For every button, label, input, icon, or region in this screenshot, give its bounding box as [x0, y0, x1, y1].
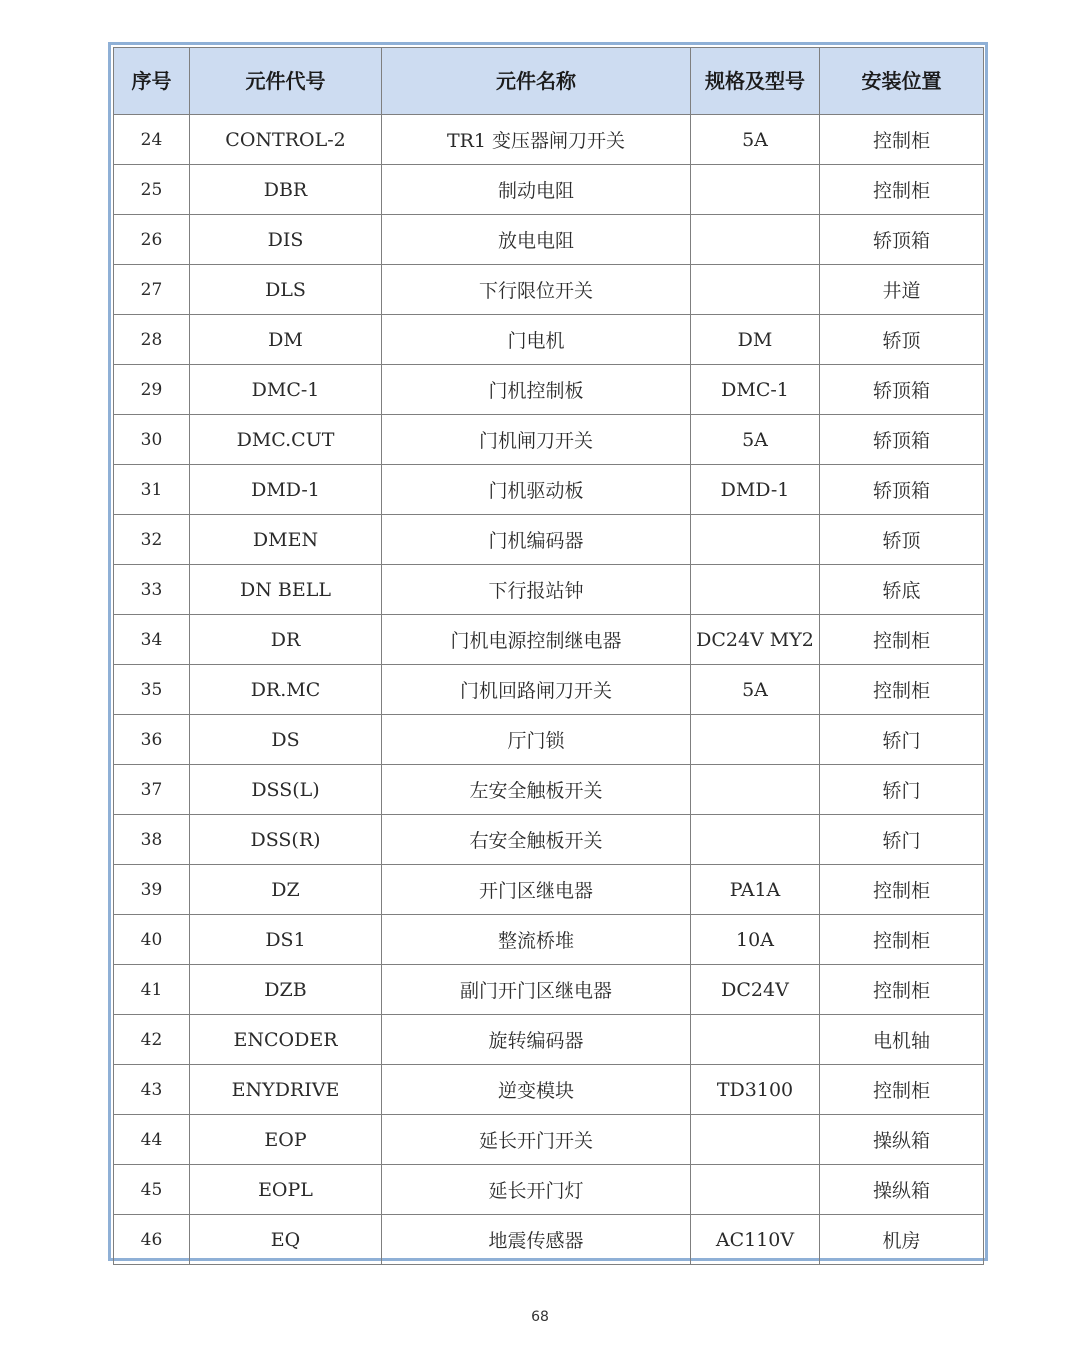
cell-component-code: CONTROL-2 — [190, 115, 382, 165]
cell-component-name: 门机电源控制继电器 — [382, 615, 691, 665]
table-row — [114, 765, 984, 815]
cell-install-location: 轿顶箱 — [820, 365, 984, 415]
cell-index: 45 — [114, 1165, 190, 1215]
cell-component-name: 门机控制板 — [382, 365, 691, 415]
cell-spec-model — [691, 215, 820, 265]
cell-component-code: DMEN — [190, 515, 382, 565]
cell-component-name: TR1 变压器闸刀开关 — [382, 115, 691, 165]
table-row — [114, 365, 984, 415]
header-component-name: 元件名称 — [382, 48, 691, 115]
cell-component-code: DMD-1 — [190, 465, 382, 515]
cell-index: 25 — [114, 165, 190, 215]
cell-spec-model: AC110V — [691, 1215, 820, 1265]
cell-index: 40 — [114, 915, 190, 965]
cell-component-name: 制动电阻 — [382, 165, 691, 215]
cell-spec-model — [691, 1015, 820, 1065]
cell-component-name: 开门区继电器 — [382, 865, 691, 915]
cell-component-code: DSS(L) — [190, 765, 382, 815]
cell-install-location: 操纵箱 — [820, 1115, 984, 1165]
cell-component-name: 厅门锁 — [382, 715, 691, 765]
cell-component-code: DN BELL — [190, 565, 382, 615]
table-row — [114, 415, 984, 465]
cell-index: 36 — [114, 715, 190, 765]
cell-install-location: 轿顶 — [820, 315, 984, 365]
table-row — [114, 265, 984, 315]
cell-component-name: 整流桥堆 — [382, 915, 691, 965]
cell-spec-model: 5A — [691, 415, 820, 465]
cell-install-location: 轿顶箱 — [820, 215, 984, 265]
cell-component-name: 地震传感器 — [382, 1215, 691, 1265]
cell-install-location: 操纵箱 — [820, 1165, 984, 1215]
cell-index: 32 — [114, 515, 190, 565]
cell-component-name: 下行报站钟 — [382, 565, 691, 615]
cell-index: 30 — [114, 415, 190, 465]
cell-index: 41 — [114, 965, 190, 1015]
cell-index: 31 — [114, 465, 190, 515]
cell-spec-model — [691, 815, 820, 865]
table-row — [114, 465, 984, 515]
cell-install-location: 控制柜 — [820, 915, 984, 965]
cell-component-name: 左安全触板开关 — [382, 765, 691, 815]
table-row — [114, 715, 984, 765]
cell-spec-model: 10A — [691, 915, 820, 965]
cell-index: 42 — [114, 1015, 190, 1065]
cell-component-name: 门机编码器 — [382, 515, 691, 565]
cell-component-code: ENCODER — [190, 1015, 382, 1065]
cell-component-code: EQ — [190, 1215, 382, 1265]
table-row — [114, 565, 984, 615]
cell-spec-model: TD3100 — [691, 1065, 820, 1115]
table-row — [114, 165, 984, 215]
cell-component-code: DLS — [190, 265, 382, 315]
cell-component-code: EOP — [190, 1115, 382, 1165]
cell-spec-model — [691, 1165, 820, 1215]
cell-install-location: 机房 — [820, 1215, 984, 1265]
cell-install-location: 控制柜 — [820, 115, 984, 165]
cell-index: 46 — [114, 1215, 190, 1265]
table-row — [114, 965, 984, 1015]
table-row — [114, 315, 984, 365]
cell-index: 33 — [114, 565, 190, 615]
table-header-row — [114, 48, 984, 115]
components-table-frame — [108, 42, 988, 1261]
components-table — [113, 47, 984, 1265]
cell-component-code: DBR — [190, 165, 382, 215]
cell-component-name: 下行限位开关 — [382, 265, 691, 315]
cell-component-code: DR.MC — [190, 665, 382, 715]
cell-spec-model: DMD-1 — [691, 465, 820, 515]
header-spec-model: 规格及型号 — [691, 48, 820, 115]
table-row — [114, 915, 984, 965]
cell-component-name: 延长开门开关 — [382, 1115, 691, 1165]
table-row — [114, 1215, 984, 1265]
table-row — [114, 1165, 984, 1215]
cell-component-code: DS — [190, 715, 382, 765]
cell-component-code: DZB — [190, 965, 382, 1015]
cell-install-location: 控制柜 — [820, 165, 984, 215]
cell-index: 27 — [114, 265, 190, 315]
cell-spec-model — [691, 715, 820, 765]
cell-install-location: 控制柜 — [820, 615, 984, 665]
cell-spec-model: DC24V — [691, 965, 820, 1015]
cell-install-location: 控制柜 — [820, 965, 984, 1015]
table-row — [114, 1065, 984, 1115]
cell-component-code: DS1 — [190, 915, 382, 965]
cell-component-name: 门机闸刀开关 — [382, 415, 691, 465]
table-row — [114, 815, 984, 865]
cell-component-name: 门机驱动板 — [382, 465, 691, 515]
cell-component-code: DMC.CUT — [190, 415, 382, 465]
cell-index: 35 — [114, 665, 190, 715]
table-row — [114, 865, 984, 915]
cell-component-code: EOPL — [190, 1165, 382, 1215]
table-row — [114, 115, 984, 165]
cell-index: 39 — [114, 865, 190, 915]
cell-component-name: 放电电阻 — [382, 215, 691, 265]
cell-spec-model — [691, 765, 820, 815]
cell-index: 34 — [114, 615, 190, 665]
cell-install-location: 轿顶箱 — [820, 415, 984, 465]
cell-install-location: 控制柜 — [820, 865, 984, 915]
cell-install-location: 井道 — [820, 265, 984, 315]
cell-component-code: DM — [190, 315, 382, 365]
table-row — [114, 215, 984, 265]
table-row — [114, 665, 984, 715]
cell-index: 38 — [114, 815, 190, 865]
cell-install-location: 控制柜 — [820, 1065, 984, 1115]
cell-index: 28 — [114, 315, 190, 365]
cell-install-location: 电机轴 — [820, 1015, 984, 1065]
cell-component-name: 延长开门灯 — [382, 1165, 691, 1215]
cell-component-name: 门机回路闸刀开关 — [382, 665, 691, 715]
page-number: 68 — [531, 1309, 549, 1325]
cell-component-code: DIS — [190, 215, 382, 265]
header-component-code: 元件代号 — [190, 48, 382, 115]
cell-spec-model: DM — [691, 315, 820, 365]
cell-component-name: 右安全触板开关 — [382, 815, 691, 865]
cell-spec-model — [691, 565, 820, 615]
cell-install-location: 轿门 — [820, 765, 984, 815]
cell-component-code: DMC-1 — [190, 365, 382, 415]
cell-component-code: DSS(R) — [190, 815, 382, 865]
cell-install-location: 轿门 — [820, 715, 984, 765]
cell-spec-model: PA1A — [691, 865, 820, 915]
cell-component-code: DZ — [190, 865, 382, 915]
cell-component-code: DR — [190, 615, 382, 665]
cell-spec-model — [691, 1115, 820, 1165]
cell-spec-model — [691, 515, 820, 565]
cell-spec-model: DC24V MY2 — [691, 615, 820, 665]
header-index: 序号 — [114, 48, 190, 115]
cell-install-location: 轿顶 — [820, 515, 984, 565]
cell-component-name: 逆变模块 — [382, 1065, 691, 1115]
table-row — [114, 1015, 984, 1065]
cell-spec-model — [691, 165, 820, 215]
cell-index: 24 — [114, 115, 190, 165]
cell-index: 43 — [114, 1065, 190, 1115]
cell-index: 29 — [114, 365, 190, 415]
cell-install-location: 轿底 — [820, 565, 984, 615]
cell-index: 37 — [114, 765, 190, 815]
table-row — [114, 515, 984, 565]
table-row — [114, 1115, 984, 1165]
cell-install-location: 控制柜 — [820, 665, 984, 715]
cell-spec-model: 5A — [691, 665, 820, 715]
cell-spec-model: DMC-1 — [691, 365, 820, 415]
cell-component-name: 副门开门区继电器 — [382, 965, 691, 1015]
cell-index: 26 — [114, 215, 190, 265]
table-row — [114, 615, 984, 665]
cell-component-code: ENYDRIVE — [190, 1065, 382, 1115]
cell-install-location: 轿门 — [820, 815, 984, 865]
header-install-location: 安装位置 — [820, 48, 984, 115]
cell-spec-model: 5A — [691, 115, 820, 165]
table-body — [114, 115, 984, 1265]
cell-component-name: 旋转编码器 — [382, 1015, 691, 1065]
cell-spec-model — [691, 265, 820, 315]
cell-index: 44 — [114, 1115, 190, 1165]
cell-install-location: 轿顶箱 — [820, 465, 984, 515]
cell-component-name: 门电机 — [382, 315, 691, 365]
